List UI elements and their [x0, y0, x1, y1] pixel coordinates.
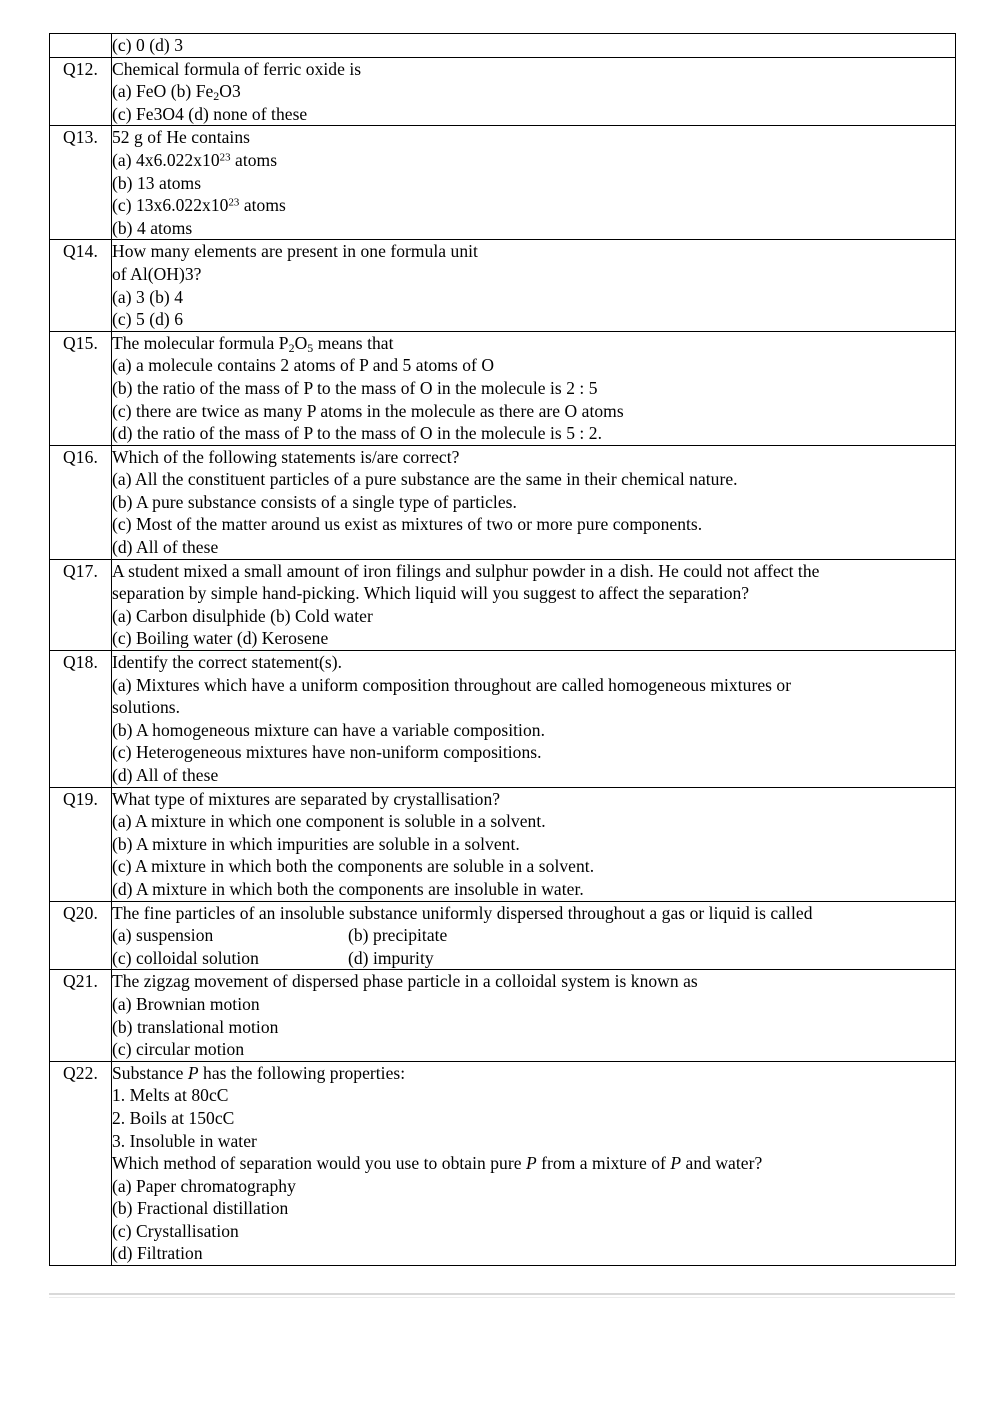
table-row: [50, 240, 956, 331]
option-line: (a) FeO (b) $Fe_2O3$: [112, 81, 241, 104]
option-line: (d) All of these: [112, 765, 219, 785]
option-line: (a) Paper chromatography: [112, 1175, 296, 1196]
option-line: (a) All the constituent particles of a pure substance are the same in their chemical nature.: [112, 469, 738, 490]
table-row: [50, 34, 956, 58]
question-text-line: 3. Insoluble in water: [112, 1130, 257, 1151]
table-row: [50, 651, 956, 788]
question-content-cell: [112, 34, 956, 58]
question-number-cell: Q18.: [50, 651, 112, 788]
question-text-line: The zigzag movement of dispersed phase particle in a colloidal system is known as: [112, 971, 698, 992]
footer-rule: [49, 1293, 955, 1295]
table-row: [50, 331, 956, 445]
option-line: (c) Crystallisation: [112, 1220, 239, 1241]
option-line: (b) A homogeneous mixture can have a variable composition.: [112, 719, 545, 740]
question-text-line: 1. Melts at 80cC: [112, 1085, 229, 1106]
option-line: (d) Filtration: [112, 1243, 203, 1264]
question-content-cell: [112, 970, 956, 1061]
option-line: (b) A pure substance consists of a single type of particles.: [112, 491, 517, 512]
option-line: (b) 4 atoms: [112, 217, 193, 238]
option-line: (a) Mixtures which have a uniform composition throughout are called homogeneous mixtures or: [112, 674, 792, 695]
question-number-cell: Q17.: [50, 559, 112, 650]
option-line: (b) Fractional distillation: [112, 1198, 289, 1219]
question-number-cell: Q22.: [50, 1061, 112, 1265]
question-text-line: solutions.: [112, 697, 181, 718]
table-row: [50, 901, 956, 970]
question-number-cell: Q20.: [50, 901, 112, 970]
option-line: (a) $4x6.022x10^{23}$ atoms: [112, 149, 278, 170]
option-line: (a) Carbon disulphide (b) Cold water: [112, 605, 373, 626]
question-text-line: A student mixed a small amount of iron filings and sulphur powder in a dish. He could not affect the: [112, 560, 820, 581]
option-line: (c) 0 (d) 3: [112, 35, 184, 55]
option-line: (b) 13 atoms: [112, 172, 202, 193]
option-line: (c) Heterogeneous mixtures have non-uniform compositions.: [112, 742, 542, 763]
option-line: (c) circular motion: [112, 1039, 245, 1060]
option-right: (b) precipitate: [348, 925, 448, 946]
option-right: (d) impurity: [348, 947, 434, 968]
question-number-cell: Q12.: [50, 57, 112, 126]
option-line: (c) there are twice as many P atoms in the molecule as there are O atoms: [112, 400, 624, 421]
question-text-line: separation by simple hand-picking. Which liquid will you suggest to affect the separation?: [112, 583, 750, 604]
question-text-line: The molecular formula $P_2O_5$ means that: [112, 332, 394, 355]
question-content-cell: [112, 559, 956, 650]
table-row: [50, 970, 956, 1061]
question-text-line: 2. Boils at 150cC: [112, 1107, 235, 1128]
option-line: (a) a molecule contains 2 atoms of P and 5 atoms of O: [112, 355, 495, 376]
question-sheet: [49, 33, 955, 1266]
question-content-cell: [112, 126, 956, 240]
footer-rule-secondary: [49, 1297, 955, 1298]
question-content-cell: [112, 445, 956, 559]
question-content-cell: [112, 1061, 956, 1265]
question-number-cell: [50, 34, 112, 58]
option-line: (c) Most of the matter around us exist as mixtures of two or more pure components.: [112, 514, 703, 535]
question-text-line: The fine particles of an insoluble substance uniformly dispersed throughout a gas or liquid is called: [112, 902, 813, 923]
option-line: (c) A mixture in which both the components are soluble in a solvent.: [112, 856, 595, 877]
table-row: [50, 1061, 956, 1265]
option-line: (c) 5 (d) 6: [112, 309, 184, 330]
question-table-body: [50, 34, 956, 1266]
option-line: (d) the ratio of the mass of P to the mass of O in the molecule is 5 : 2.: [112, 423, 602, 444]
question-text-line: What type of mixtures are separated by crystallisation?: [112, 788, 501, 809]
question-content-cell: [112, 901, 956, 970]
table-row: [50, 787, 956, 901]
option-line: (c) Fe3O4 (d) none of these: [112, 103, 308, 124]
question-text-line: 52 g of He contains: [112, 127, 251, 148]
question-number-cell: Q16.: [50, 445, 112, 559]
table-row: [50, 559, 956, 650]
table-row: [50, 445, 956, 559]
option-pair-row: [112, 947, 955, 970]
option-line: (b) the ratio of the mass of P to the mass of O in the molecule is 2 : 5: [112, 377, 598, 398]
option-line: (b) A mixture in which impurities are soluble in a solvent.: [112, 833, 520, 854]
question-number-cell: Q21.: [50, 970, 112, 1061]
option-left: (a) suspension: [112, 925, 214, 946]
option-pair-row: [112, 924, 955, 947]
option-line: (a) 3 (b) 4: [112, 286, 184, 307]
question-content-cell: [112, 787, 956, 901]
question-content-cell: [112, 331, 956, 445]
option-line: (a) A mixture in which one component is soluble in a solvent.: [112, 811, 546, 832]
question-text-line: Identify the correct statement(s).: [112, 652, 343, 673]
option-line: (d) All of these: [112, 537, 219, 558]
question-text-line: Which of the following statements is/are correct?: [112, 446, 460, 467]
question-text-line: Substance P has the following properties:: [112, 1062, 406, 1083]
table-row: [50, 57, 956, 126]
option-line: (b) translational motion: [112, 1016, 279, 1037]
option-line: (c) $13x6.022x10^{23}$ atoms: [112, 195, 286, 216]
option-line: (d) A mixture in which both the components are insoluble in water.: [112, 878, 584, 899]
question-number-cell: Q19.: [50, 787, 112, 901]
question-content-cell: [112, 240, 956, 331]
question-text-line: Chemical formula of ferric oxide is: [112, 58, 362, 79]
option-line: (c) Boiling water (d) Kerosene: [112, 628, 329, 649]
option-left: (c) colloidal solution: [112, 947, 259, 968]
option-line: (a) Brownian motion: [112, 993, 260, 1014]
question-text-line: of Al(OH)3?: [112, 263, 202, 284]
question-number-cell: Q14.: [50, 240, 112, 331]
question-table: [49, 33, 956, 1266]
table-row: [50, 126, 956, 240]
question-text-line: How many elements are present in one formula unit: [112, 241, 478, 262]
question-content-cell: [112, 651, 956, 788]
question-text-line: Which method of separation would you use to obtain pure P from a mixture of P and water?: [112, 1153, 763, 1174]
question-number-cell: Q13.: [50, 126, 112, 240]
question-number-cell: Q15.: [50, 331, 112, 445]
question-content-cell: [112, 57, 956, 126]
